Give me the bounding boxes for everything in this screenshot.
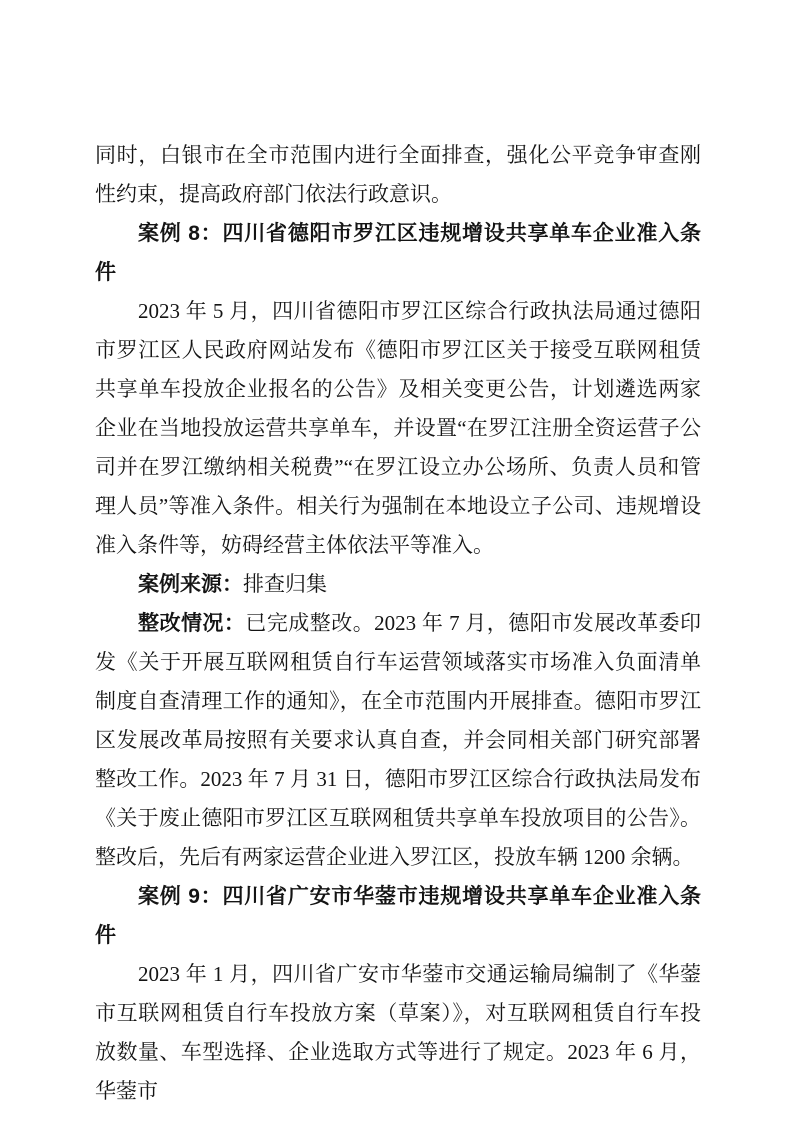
- case8-source-label: 案例来源：: [138, 573, 243, 596]
- case8-rectification-line: [95, 604, 701, 877]
- case8-rectify-text: 已完成整改。2023 年 7 月，德阳市发展改革委印发《关于开展互联网租赁自行车运营领域落实市场准入负面清单制度自查清理工作的通知》，在全市范围内开展排查。德阳市罗江区发展改革局按照有关要求认真自查，并会同相关部门研究部署整改工作。2023 年 7 月 31 日，德阳市罗江区综合行政执法局发布《关于废止德阳市罗江区互联网租赁共享单车投放项目的公告》。整改后，先后有两家运营企业进入罗江区，投放车辆 1200 余辆。: [95, 611, 702, 869]
- document-content: [95, 136, 701, 1111]
- case9-heading: 案例 9：四川省广安市华蓥市违规增设共享单车企业准入条件: [95, 885, 701, 947]
- case8-rectify-label: 整改情况：: [138, 612, 246, 635]
- case9-body-paragraph: 2023 年 1 月，四川省广安市华蓥市交通运输局编制了《华蓥市互联网租赁自行车投放方案（草案）》，对互联网租赁自行车投放数量、车型选择、企业选取方式等进行了规定。2023 年 6 月，华蓥市: [95, 962, 701, 1103]
- case8-body-paragraph: 2023 年 5 月，四川省德阳市罗江区综合行政执法局通过德阳市罗江区人民政府网站发布《德阳市罗江区关于接受互联网租赁共享单车投放企业报名的公告》及相关变更公告，计划遴选两家企业在当地投放运营共享单车，并设置“在罗江注册全资运营子公司并在罗江缴纳相关税费”“在罗江设立办公场所、负责人员和管理人员”等准入条件。相关行为强制在本地设立子公司、违规增设准入条件等，妨碍经营主体依法平等准入。: [95, 299, 701, 557]
- case8-source-line: [95, 565, 701, 604]
- paragraph-continuation: 同时，白银市在全市范围内进行全面排查，强化公平竞争审查刚性约束，提高政府部门依法行政意识。: [95, 143, 701, 206]
- case8-source-text: 排查归集: [243, 572, 327, 596]
- case8-heading: 案例 8：四川省德阳市罗江区违规增设共享单车企业准入条件: [95, 222, 701, 284]
